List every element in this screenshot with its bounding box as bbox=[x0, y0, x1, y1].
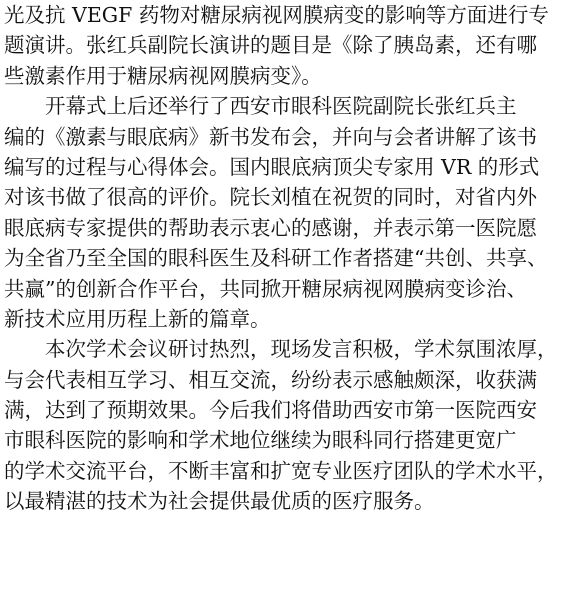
text-line: 开幕式上后还举行了西安市眼科医院副院长张红兵主 bbox=[4, 94, 517, 119]
text-line: 编写的过程与心得体会。国内眼底病顶尖专家用 VR 的形式 bbox=[4, 154, 540, 179]
text-line: 与会代表相互学习、相互交流，纷纷表示感触颇深，收获满 bbox=[4, 367, 537, 392]
text-line: 以最精湛的技术为社会提供最优质的医疗服务。 bbox=[4, 489, 435, 514]
text-line: 光及抗 VEGF 药物对糖尿病视网膜病变的影响等方面进行专 bbox=[4, 3, 549, 27]
text-line: 编的《激素与眼底病》新书发布会，并向与会者讲解了该书 bbox=[4, 124, 537, 149]
text-line: 对该书做了很高的评价。院长刘植在祝贺的同时，对省内外 bbox=[4, 185, 537, 210]
text-line: 眼底病专家提供的帮助表示衷心的感谢，并表示第一医院愿 bbox=[4, 215, 537, 240]
text-line: 些激素作用于糖尿病视网膜病变》。 bbox=[4, 63, 322, 88]
text-line: 为全省乃至全国的眼科医生及科研工作者搭建“共创、共享、 bbox=[4, 246, 548, 271]
paragraph-1 bbox=[4, 0, 576, 91]
text-line: 题演讲。张红兵副院长演讲的题目是《除了胰岛素，还有哪 bbox=[4, 33, 537, 58]
text-line: 市眼科医院的影响和学术地位继续为眼科同行搭建更宽广 bbox=[4, 428, 517, 453]
article-body bbox=[4, 0, 576, 517]
text-line: 新技术应用历程上新的篇章。 bbox=[4, 306, 271, 331]
text-line: 共赢”的创新合作平台，共同掀开糖尿病视网膜病变诊治、 bbox=[4, 276, 527, 301]
paragraph-3 bbox=[4, 334, 576, 516]
text-line: 的学术交流平台，不断丰富和扩宽专业医疗团队的学术水平， bbox=[4, 458, 558, 483]
text-line: 满，达到了预期效果。今后我们将借助西安市第一医院西安 bbox=[4, 398, 537, 423]
text-line: 本次学术会议研讨热烈，现场发言积极，学术氛围浓厚， bbox=[4, 337, 558, 362]
paragraph-2 bbox=[4, 91, 576, 334]
